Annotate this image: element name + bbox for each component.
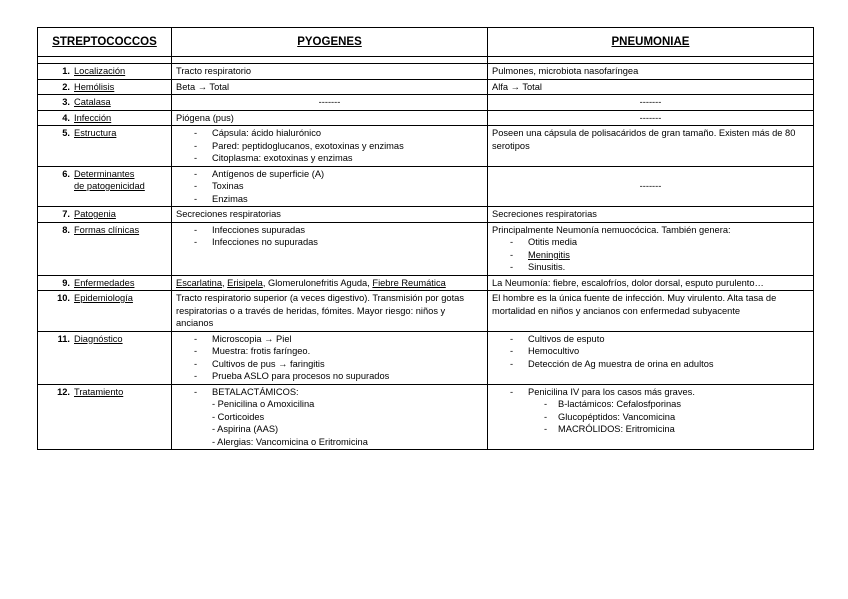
pneumoniae-cell: Poseen una cápsula de polisacáridos de gran tamaño. Existen más de 80 serotipos <box>488 126 814 167</box>
pneumoniae-cell: Secreciones respiratorias <box>488 207 814 223</box>
sub-item: - MACRÓLIDOS: Eritromicina <box>544 423 809 436</box>
row-number: 11. <box>57 333 70 344</box>
header-row <box>38 28 814 57</box>
row-label: Diagnóstico <box>74 333 123 344</box>
cell-intro: Principalmente Neumonía nemuocócica. También genera: <box>492 224 731 235</box>
pyogenes-cell: Tracto respiratorio <box>172 64 488 80</box>
list-item: - Antígenos de superficie (A) <box>194 168 483 181</box>
disease-escarlatina: Escarlatina <box>176 277 222 288</box>
list-item: - BETALACTÁMICOS: <box>194 386 483 399</box>
row-label: Localización <box>74 66 126 76</box>
list-item: - Sinusitis. <box>510 261 809 274</box>
list-item: - Prueba ASLO para procesos no supurados <box>194 370 483 383</box>
list-item: - Detección de Ag muestra de orina en adultos <box>510 358 809 371</box>
pyogenes-cell <box>172 222 488 275</box>
pneumoniae-cell <box>488 384 814 450</box>
pneumoniae-cell: Alfa → Total <box>488 79 814 95</box>
row-formas-clinicas <box>38 222 814 275</box>
sub-item: - Glucopéptidos: Vancomicina <box>544 411 809 424</box>
row-number: 5. <box>62 128 70 138</box>
sub-item: - B-lactámicos: Cefalosfporinas <box>544 398 809 411</box>
pneumoniae-cell <box>488 331 814 384</box>
row-estructura <box>38 126 814 167</box>
list-item: - Citoplasma: exotoxinas y enzimas <box>194 152 483 165</box>
row-label: Enfermedades <box>74 277 135 288</box>
row-label: Tratamiento <box>74 386 124 397</box>
pneumoniae-cell: ------- <box>488 95 814 111</box>
pyogenes-cell: Piógena (pus) <box>172 110 488 126</box>
row-enfermedades <box>38 275 814 291</box>
list-item: - Pared: peptidoglucanos, exotoxinas y enzimas <box>194 140 483 153</box>
row-number: 2. <box>62 81 70 92</box>
row-label-line2: de patogenicidad <box>74 181 145 191</box>
pyogenes-cell: Tracto respiratorio superior (a veces digestivo). Transmisión por gotas respiratorias o a través de heridas, fómites. Mayor riesgo: niños y ancianos <box>172 291 488 332</box>
list-item: - Otitis media <box>510 236 809 249</box>
row-number: 9. <box>62 277 70 288</box>
pneumoniae-cell: ------- <box>488 166 814 207</box>
list-item: - Microscopia → Piel <box>194 333 483 346</box>
header-streptococcos: STREPTOCOCCOS <box>38 28 172 57</box>
list-item: - Hemocultivo <box>510 345 809 358</box>
list-item: - Muestra: frotis faríngeo. <box>194 345 483 358</box>
pneumoniae-cell <box>488 222 814 275</box>
pyogenes-cell: Beta → Total <box>172 79 488 95</box>
row-label: Hemólisis <box>74 81 115 92</box>
row-localizacion <box>38 64 814 80</box>
pneumoniae-cell: La Neumonía: fiebre, escalofríos, dolor dorsal, esputo purulento… <box>488 275 814 291</box>
row-tratamiento <box>38 384 814 450</box>
row-label: Infección <box>74 112 112 123</box>
sub-item: - Corticoides <box>212 411 265 422</box>
list-item: - Enzimas <box>194 193 483 206</box>
pyogenes-cell: ------- <box>172 95 488 111</box>
row-label-line1: Determinantes <box>74 168 135 179</box>
row-label <box>74 168 145 193</box>
header-pyogenes: PYOGENES <box>172 28 488 57</box>
row-label: Estructura <box>74 128 117 138</box>
row-number: 7. <box>62 209 70 219</box>
row-number: 3. <box>62 97 70 107</box>
list-item: - Cultivos de esputo <box>510 333 809 346</box>
row-diagnostico <box>38 331 814 384</box>
list-item: - Infecciones no supuradas <box>194 236 483 249</box>
list-item: - Toxinas <box>194 180 483 193</box>
pyogenes-cell <box>172 331 488 384</box>
row-determinantes <box>38 166 814 207</box>
row-number: 10. <box>57 293 70 303</box>
sub-item: - Alergias: Vancomicina o Eritromicina <box>212 436 368 447</box>
pyogenes-cell <box>172 166 488 207</box>
list-item: - Cápsula: ácido hialurónico <box>194 127 483 140</box>
row-number: 12. <box>57 386 70 397</box>
header-pneumoniae: PNEUMONIAE <box>488 28 814 57</box>
row-patogenia <box>38 207 814 223</box>
row-catalasa <box>38 95 814 111</box>
disease-fiebre-reumatica: Fiebre Reumática <box>372 277 446 288</box>
pyogenes-cell <box>172 126 488 167</box>
row-number: 8. <box>62 224 70 235</box>
separator: , <box>222 277 228 288</box>
list-item: - Cultivos de pus → faringitis <box>194 358 483 371</box>
pneumoniae-cell: El hombre es la única fuente de infección. Muy virulento. Alta tasa de mortalidad en niños y ancianos con enfermedad subyacente <box>488 291 814 332</box>
pyogenes-cell <box>172 275 488 291</box>
sub-item: - Aspirina (AAS) <box>212 424 279 434</box>
row-infeccion <box>38 110 814 126</box>
row-number: 6. <box>62 168 70 179</box>
row-label: Formas clínicas <box>74 224 140 235</box>
list-item: - Penicilina IV para los casos más graves. <box>510 386 809 399</box>
row-label: Catalasa <box>74 97 111 107</box>
pyogenes-cell: Secreciones respiratorias <box>172 207 488 223</box>
row-label: Epidemiología <box>74 293 133 303</box>
list-item: - Meningitis <box>510 249 809 262</box>
sub-item: - Penicilina o Amoxicilina <box>212 399 315 409</box>
pyogenes-cell <box>172 384 488 450</box>
row-number: 1. <box>62 66 70 76</box>
list-item: - Infecciones supuradas <box>194 224 483 237</box>
row-epidemiologia <box>38 291 814 332</box>
row-label: Patogenia <box>74 209 116 219</box>
row-number: 4. <box>62 112 70 123</box>
pneumoniae-cell: ------- <box>488 110 814 126</box>
row-hemolisis <box>38 79 814 95</box>
disease-glomerulonefritis: , Glomerulonefritis Aguda, <box>262 277 373 288</box>
spacer-row <box>38 57 814 64</box>
disease-erisipela: Erisipela <box>227 277 263 288</box>
pneumoniae-cell: Pulmones, microbiota nasofaríngea <box>488 64 814 80</box>
streptococcos-table <box>37 27 814 450</box>
